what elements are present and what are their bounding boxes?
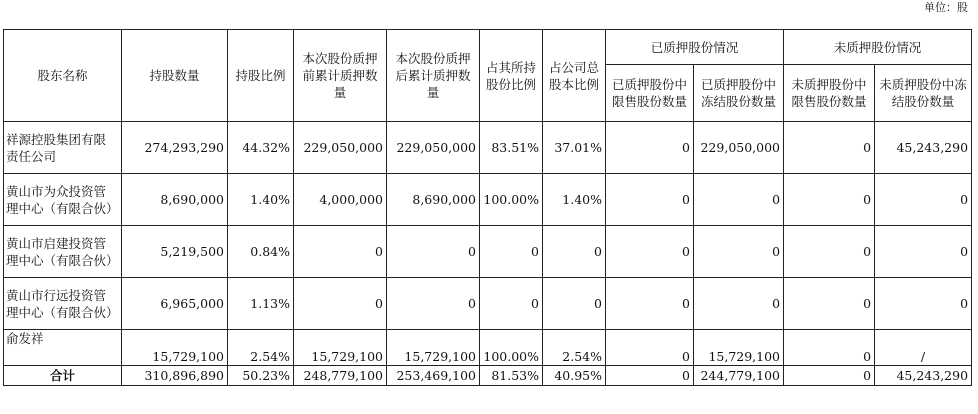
total-company-ratio: 40.95% [543,366,606,386]
table-row [4,330,972,366]
cell-name: 祥源控股集团有限责任公司 [4,122,122,174]
header-pledged-restricted: 已质押股份中限售股份数量 [606,65,694,122]
cell-ratio: 0.84% [228,226,294,278]
cell-before: 0 [294,278,387,330]
header-own-ratio: 占其所持股份比例 [480,30,543,122]
unit-label: 单位：股 [924,1,968,14]
total-unpledged-frozen: 45,243,290 [875,366,972,386]
cell-shares: 274,293,290 [122,122,228,174]
cell-before: 15,729,100 [294,330,387,366]
cell-own-ratio: 83.51% [480,122,543,174]
cell-before: 0 [294,226,387,278]
table-row [4,226,972,278]
cell-name: 黄山市启建投资管理中心（有限合伙） [4,226,122,278]
cell-own-ratio: 100.00% [480,330,543,366]
cell-own-ratio: 0 [480,278,543,330]
table-row [4,122,972,174]
cell-after: 8,690,000 [387,174,480,226]
cell-pledged-frozen: 0 [694,174,784,226]
cell-unpledged-frozen: 0 [875,278,972,330]
total-label: 合计 [4,366,122,386]
cell-unpledged-frozen: 0 [875,174,972,226]
header-pledged-before: 本次股份质押前累计质押数量 [294,30,387,122]
cell-shares: 15,729,100 [122,330,228,366]
cell-unpledged-frozen: / [875,330,972,366]
cell-ratio: 1.40% [228,174,294,226]
cell-company-ratio: 0 [543,226,606,278]
cell-company-ratio: 0 [543,278,606,330]
header-ratio: 持股比例 [228,30,294,122]
cell-pledged-restricted: 0 [606,278,694,330]
cell-ratio: 44.32% [228,122,294,174]
cell-company-ratio: 2.54% [543,330,606,366]
header-unpledged-frozen: 未质押股份中冻结股份数量 [875,65,972,122]
cell-shares: 6,965,000 [122,278,228,330]
total-own-ratio: 81.53% [480,366,543,386]
header-pledged-group: 已质押股份情况 [606,30,784,65]
cell-ratio: 1.13% [228,278,294,330]
total-pledged-frozen: 244,779,100 [694,366,784,386]
cell-pledged-frozen: 15,729,100 [694,330,784,366]
cell-name: 黄山市为众投资管理中心（有限合伙） [4,174,122,226]
cell-pledged-frozen: 0 [694,226,784,278]
cell-pledged-frozen: 229,050,000 [694,122,784,174]
cell-before: 229,050,000 [294,122,387,174]
cell-unpledged-restricted: 0 [784,278,875,330]
table-row [4,278,972,330]
cell-after: 0 [387,226,480,278]
header-pledged-frozen: 已质押股份中冻结股份数量 [694,65,784,122]
header-pledged-after: 本次股份质押后累计质押数量 [387,30,480,122]
header-unpledged-restricted: 未质押股份中限售股份数量 [784,65,875,122]
cell-unpledged-frozen: 45,243,290 [875,122,972,174]
cell-unpledged-frozen: 0 [875,226,972,278]
total-after: 253,469,100 [387,366,480,386]
header-company-ratio: 占公司总股本比例 [543,30,606,122]
cell-pledged-restricted: 0 [606,174,694,226]
cell-shares: 5,219,500 [122,226,228,278]
cell-unpledged-restricted: 0 [784,226,875,278]
cell-unpledged-restricted: 0 [784,330,875,366]
total-shares: 310,896,890 [122,366,228,386]
cell-after: 0 [387,278,480,330]
cell-company-ratio: 37.01% [543,122,606,174]
header-shareholder-name: 股东名称 [4,30,122,122]
total-pledged-restricted: 0 [606,366,694,386]
cell-shares: 8,690,000 [122,174,228,226]
cell-before: 4,000,000 [294,174,387,226]
header-unpledged-group: 未质押股份情况 [784,30,972,65]
total-row [4,366,972,386]
cell-unpledged-restricted: 0 [784,174,875,226]
cell-pledged-restricted: 0 [606,122,694,174]
cell-company-ratio: 1.40% [543,174,606,226]
cell-pledged-frozen: 0 [694,278,784,330]
cell-own-ratio: 100.00% [480,174,543,226]
cell-ratio: 2.54% [228,330,294,366]
cell-pledged-restricted: 0 [606,330,694,366]
pledge-table [3,29,972,386]
cell-unpledged-restricted: 0 [784,122,875,174]
cell-name: 黄山市行远投资管理中心（有限合伙） [4,278,122,330]
cell-name: 俞发祥 [4,330,122,366]
table-row [4,174,972,226]
cell-pledged-restricted: 0 [606,226,694,278]
cell-after: 229,050,000 [387,122,480,174]
cell-own-ratio: 0 [480,226,543,278]
header-shares: 持股数量 [122,30,228,122]
total-ratio: 50.23% [228,366,294,386]
total-before: 248,779,100 [294,366,387,386]
total-unpledged-restricted: 0 [784,366,875,386]
cell-after: 15,729,100 [387,330,480,366]
